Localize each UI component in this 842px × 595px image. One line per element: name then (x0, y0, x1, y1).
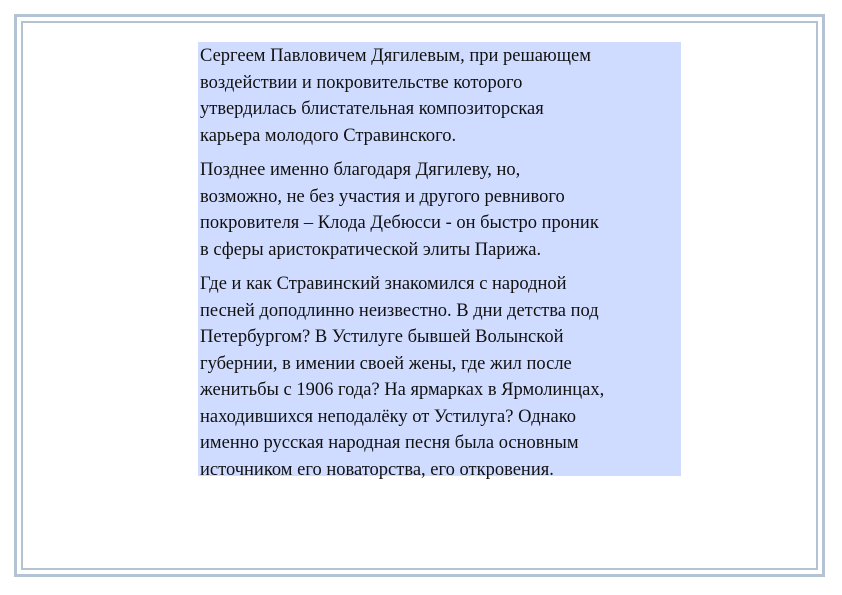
paragraph-3: Где и как Стравинский знакомился с народной песней доподлинно неизвестно. В дни детства под Петербургом? В Устилуге бывшей Волынской губернии, в имении своей жены, где жил после женитьбы с 1906 года? На ярмарках в Ярмолинцах, находившихся неподалёку от Устилуга? Однако именно русская народная песня была основным источником его новаторства, его откровения. (200, 274, 605, 480)
paragraph-1: Сергеем Павловичем Дягилевым, при решающем воздействии и покровительстве которого утвердилась блистательная композиторская карьера молодого Стравинского. (200, 46, 591, 146)
paragraph-2: Позднее именно благодаря Дягилеву, но, возможно, не без участия и другого ревнивого покровителя – Клода Дебюсси - он быстро проник в сферы аристократической элиты Парижа. (200, 160, 599, 260)
text-block (198, 42, 681, 480)
